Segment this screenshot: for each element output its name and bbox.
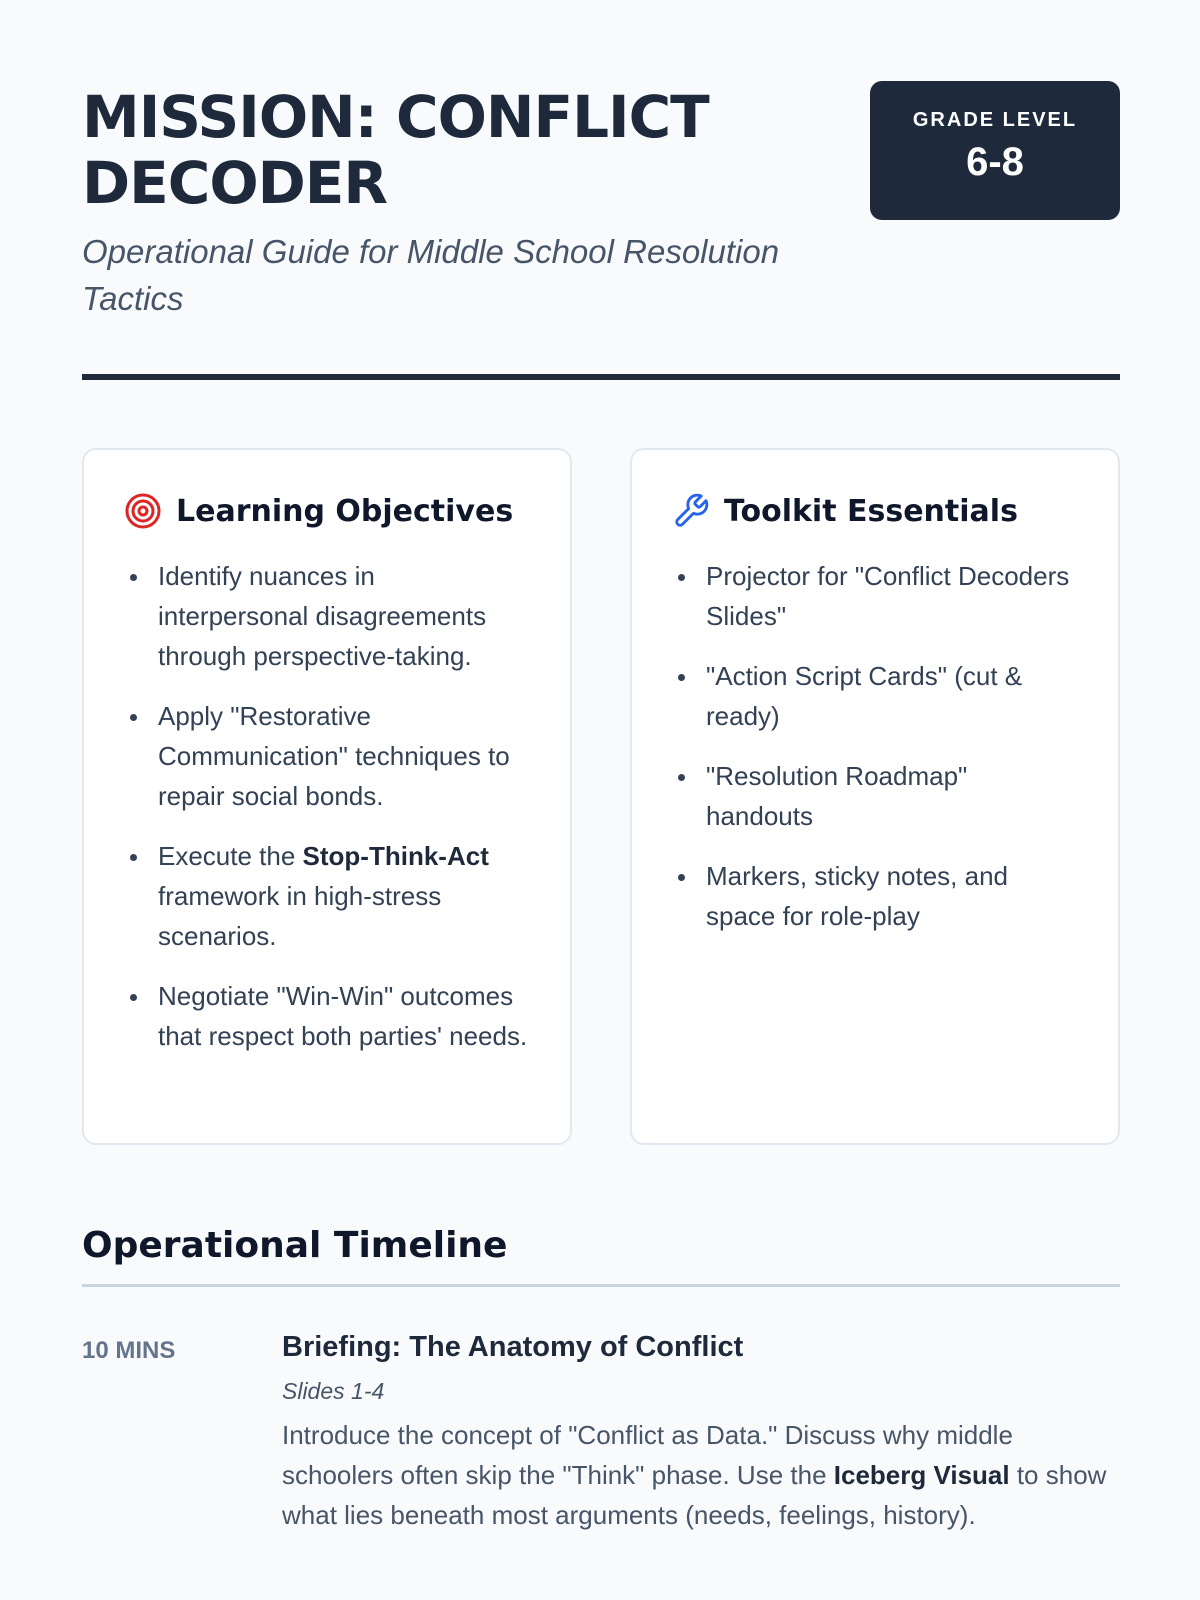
timeline-duration: 10 MINS: [82, 1337, 176, 1364]
description-emphasis: Iceberg Visual: [833, 1460, 1010, 1490]
objectives-title: Learning Objectives: [176, 493, 514, 529]
timeline-description: [282, 1415, 1120, 1535]
objective-item: Identify nuances in interpersonal disagreements through perspective-taking.: [124, 556, 530, 676]
toolkit-item: Projector for "Conflict Decoders Slides": [672, 556, 1078, 636]
timeline-step-title: Briefing: The Anatomy of Conflict: [282, 1331, 744, 1363]
header: [82, 0, 1120, 380]
timeline-title: Operational Timeline: [82, 1225, 1120, 1287]
timeline-slides: Slides 1-4: [282, 1378, 385, 1404]
objective-text: Execute the: [158, 841, 303, 871]
objective-emphasis: Stop-Think-Act: [302, 841, 489, 871]
objectives-card: [82, 448, 572, 1145]
timeline-row: [82, 1331, 1120, 1535]
objective-item: [124, 836, 530, 956]
toolkit-item: "Resolution Roadmap" handouts: [672, 756, 1078, 836]
toolkit-title: Toolkit Essentials: [724, 493, 1018, 529]
description-text: to show what lies beneath most arguments (needs, feelings, history).: [282, 1460, 1107, 1530]
page-title: MISSION: CONFLICT DECODER: [82, 83, 709, 217]
grade-level-badge: [870, 81, 1120, 220]
target-icon: [124, 492, 162, 530]
badge-label: GRADE LEVEL: [912, 109, 1078, 131]
page-subtitle: Operational Guide for Middle School Resolution Tactics: [82, 233, 780, 317]
objective-text: framework in high-stress scenarios.: [158, 881, 442, 951]
objective-item: Negotiate "Win-Win" outcomes that respect both parties' needs.: [124, 976, 530, 1056]
timeline-section: [82, 1225, 1120, 1535]
badge-value: 6-8: [966, 140, 1024, 184]
toolkit-item: Markers, sticky notes, and space for role-play: [672, 856, 1078, 936]
toolkit-card: [630, 448, 1120, 1145]
objective-item: Apply "Restorative Communication" techniques to repair social bonds.: [124, 696, 530, 816]
toolkit-item: "Action Script Cards" (cut & ready): [672, 656, 1078, 736]
description-text: Introduce the concept of "Conflict as Data." Discuss why middle schoolers often skip the "Think" phase. Use the: [282, 1420, 1013, 1490]
wrench-icon: [672, 492, 710, 530]
